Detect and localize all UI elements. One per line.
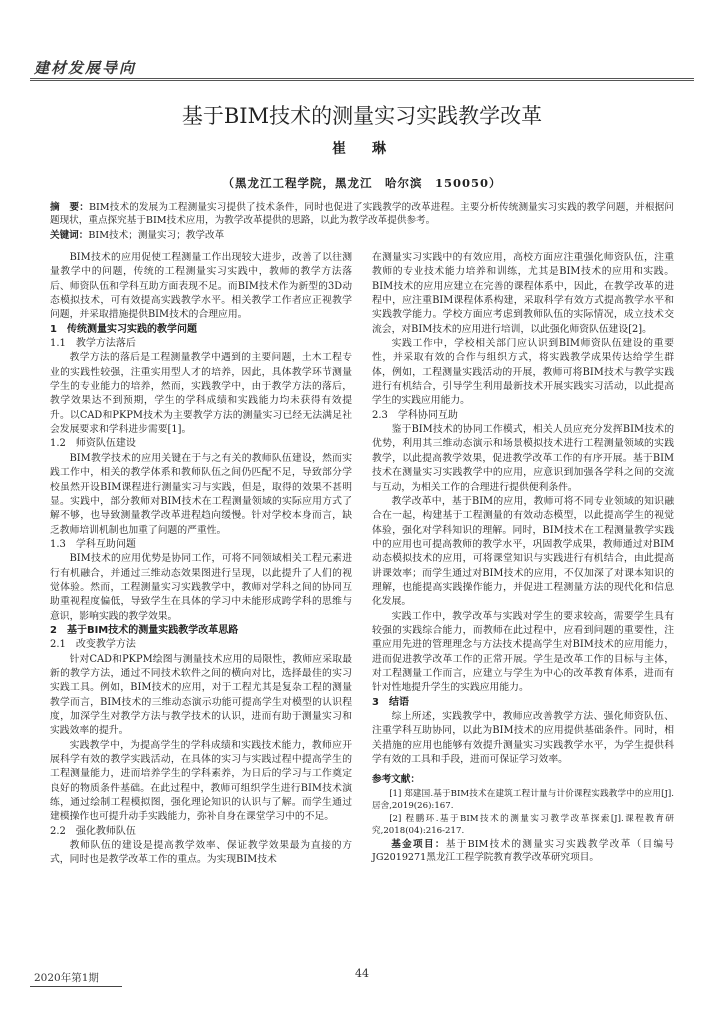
funding-note <box>372 838 674 864</box>
section-2-1-paragraph: 针对CAD和PKPM绘图与测量技术应用的局限性，教师应采取最新的教学方法，通过不同技术软件之间的横向对比，选择最佳的实习实践工具。例如，BIM技术的应用，对于工程尤其是复杂工程的测量教学而言，BIM技术的三维动态演示功能可提高学生对模型的认识程度，加深学生对教学方法与教学技术的认识，进而有助于测量实习和实践效率的提升。 <box>50 653 352 737</box>
abstract-text: BIM技术的发展为工程测量实习提供了技术条件，同时也促进了实践教学的改革进程。主要分析传统测量实习实践的教学问题，并根据问题现状，重点探究基于BIM技术应用，为教学改革提供的思路，以此为教学改革提供参考。 <box>50 202 675 226</box>
section-2-2-continued: 在测量实习实践中的有效应用，高校方面应注重强化师资队伍，注重教师的专业技术能力培养和训练，尤其是BIM技术的应用和实践。BIM技术的应用应建立在完善的课程体系中，因此，在教学改革的进程中，应注重BIM课程体系构建，采取科学有效方式提高教学水平和实践教学能力。学校方面应考虑到教师队伍的实际情况，成立技术交流会，对BIM技术的应用进行培训，以此强化师资队伍建设[2]。 <box>372 252 674 335</box>
keywords-text: BIM技术；测量实习；教学改革 <box>88 230 225 241</box>
abstract <box>50 201 674 227</box>
section-2-2-paragraph: 教师队伍的建设是提高教学效率、保证教学效果最为直接的方式，同时也是教学改革工作的重点。为实现BIM技术 <box>50 840 352 866</box>
left-column <box>50 251 352 868</box>
journal-title: 建材发展导向 <box>34 59 137 77</box>
funding-label: 基金项目： <box>391 838 446 850</box>
section-2-3-heading: 2.3 学科协同互助 <box>372 409 458 421</box>
section-1-1-heading: 1.1 教学方法落后 <box>50 338 136 350</box>
section-3-heading: 3 结语 <box>372 696 409 708</box>
author: 崔 琳 <box>332 141 392 157</box>
keywords-label: 关键词： <box>50 230 89 241</box>
paper-title: 基于BIM技术的测量实习实践教学改革 <box>181 104 543 128</box>
section-1-1-paragraph: 教学方法的落后是工程测量教学中遇到的主要问题，土木工程专业的实践性较强，注重实用型人才的培养，因此，具体教学环节测量学生的专业能力的培养，然而，实践教学中，由于教学方法的落后，教学效果达不到预期，学生的学科成绩和实践能力均未获得有效提升。以CAD和PKPM技术为主要教学方法的测量实习已经无法满足社会发展要求和学科进步需要[1]。 <box>50 352 352 436</box>
section-2-3-paragraph-3: 实践工作中，教学改革与实践对学生的要求较高，需要学生具有较强的实践综合能力，而教师在此过程中，应看到问题的重要性，注重应用先进的管理理念与方法技术提高学生对BIM技术的应用能力，进而促进教学改革工作的正常开展。学生是改革工作的目标与主体，对工程测量工作而言，应建立与学生为中心的改革教育体系，进而有针对性地提升学生的实践应用能力。 <box>372 610 674 694</box>
section-2-3-paragraph-2: 教学改革中，基于BIM的应用，教师可将不同专业领域的知识融合在一起，构建基于工程测量的有效动态模型，以此提高学生的视觉体验，强化对学科知识的理解。同时，BIM技术在工程测量教学实践中的应用也可提高教师的教学水平，巩固教学成果，教师通过对BIM动态模拟技术的应用，可将课堂知识与实践进行有机结合，由此提高讲课效率；而学生通过对BIM技术的应用，不仅加深了对课本知识的理解，也能提高实践操作能力，并促进工程测量方法的现代化和信息化发展。 <box>372 495 674 608</box>
footer-issue: 2020年第1期 <box>34 972 99 984</box>
section-1-3-paragraph: BIM技术的应用优势是协同工作，可将不同领域相关工程元素进行有机融合，并通过三维动态效果图进行呈现，以此提升了人们的视觉体验。然而，工程测量实习实践教学中，教师对学科之间的协同互助重视程度偏低，导致学生在具体的学习中未能形成跨学科的思维与意识，影响实践的教学效果。 <box>50 553 352 622</box>
section-1-2-heading: 1.2 师资队伍建设 <box>50 438 136 450</box>
section-1-2-paragraph: BIM教学技术的应用关键在于与之有关的教师队伍建设，然而实践工作中，相关的教学体系和教师队伍之间仍匹配不足，导致部分学校虽然开设BIM课程进行测量实习与实践，但是，取得的效果不甚明显。实践中，部分教师对BIM技术在工程测量领域的实际应用方式了解不够，也导致测量教学改革进程趋向缓慢。针对学校本身而言，缺乏教师培训机制也加重了问题的严重性。 <box>50 452 352 536</box>
funding-text: 基于BIM技术的测量实习实践教学改革（目编号JG2019271黑龙江工程学院教育教学改革研究项目。 <box>372 838 675 863</box>
section-2-2-heading: 2.2 强化教师队伍 <box>50 825 136 837</box>
page-number: 44 <box>355 967 369 980</box>
abstract-label: 摘 要： <box>50 202 89 213</box>
references-heading: 参考文献： <box>372 774 420 786</box>
section-2-1-paragraph-2: 实践教学中，为提高学生的学科成绩和实践技术能力，教师应开展科学有效的教学实践活动，在具体的实习与实践过程中提高学生的工程测量能力，进而培养学生的学科素养，为日后的学习与工作奠定良好的物质条件基础。在此过程中，教师可组织学生进行BIM技术演练，通过绘制工程模拟图，强化理论知识的认识与了解。而学生通过建模操作也可提升动手实践能力，弥补自身在课堂学习中的不足。 <box>50 739 352 823</box>
affiliation: （黑龙江工程学院，黑龙江 哈尔滨 150050） <box>222 176 502 190</box>
keywords <box>50 229 674 242</box>
section-2-heading: 2 基于BIM技术的测量实践教学改革思路 <box>50 624 239 636</box>
right-column <box>372 251 674 864</box>
section-1-3-heading: 1.3 学科互助问题 <box>50 538 136 550</box>
reference-item: [1] 郑建国.基于BIM技术在建筑工程计量与计价课程实践教学中的应用[J].居舍,2019(26):167. <box>372 788 674 812</box>
section-1-heading: 1 传统测量实习实践的教学问题 <box>50 323 197 335</box>
section-2-1-heading: 2.1 改变教学方法 <box>50 639 136 651</box>
header-rule <box>30 78 694 81</box>
section-2-2-paragraph-2: 实践工作中，学校相关部门应认识到BIM师资队伍建设的重要性，并采取有效的合作与组织方式，将实践教学成果传达给学生群体，例如，工程测量实践活动的开展，教师可将BIM技术与教学实践进行有机结合，引导学生利用最新技术开展实践实习活动，以此提高学生的实践应用能力。 <box>372 338 674 407</box>
section-2-3-paragraph: 鉴于BIM技术的协同工作模式，相关人员应充分发挥BIM技术的优势，利用其三维动态演示和场景模拟技术进行工程测量领域的实践教学，以此提高教学效果，促进教学改革工作的有序开展。基于BIM技术在测量实习实践教学中的应用，应意识到加强各学科之间的交流与互动，为相关工作的合理进行提供便利条件。 <box>372 424 674 493</box>
conclusion-paragraph: 综上所述，实践教学中，教师应改善教学方法、强化师资队伍、注重学科互助协同，以此为BIM技术的应用提供基础条件。同时，相关措施的应用也能够有效提升测量实习实践教学水平，为学生提供科学有效的工具和手段，进而可保证学习效率。 <box>372 711 674 766</box>
reference-item: [2] 程鹏环.基于BIM技术的测量实习教学改革探索[J].课程教育研究,2018(04):216-217. <box>372 813 674 837</box>
footer-rule <box>30 986 122 987</box>
intro-paragraph: BIM技术的应用促使工程测量工作出现较大进步，改善了以往测量教学中的问题，传统的工程测量实习实践中，教师的教学方法落后、师资队伍和学科互助方面表现不足。而BIM技术作为新型的3D动态模拟技术，可有效提高实践教学水平。相关教学工作者应正视教学问题，并采取措施提供BIM技术的合理应用。 <box>50 252 352 321</box>
